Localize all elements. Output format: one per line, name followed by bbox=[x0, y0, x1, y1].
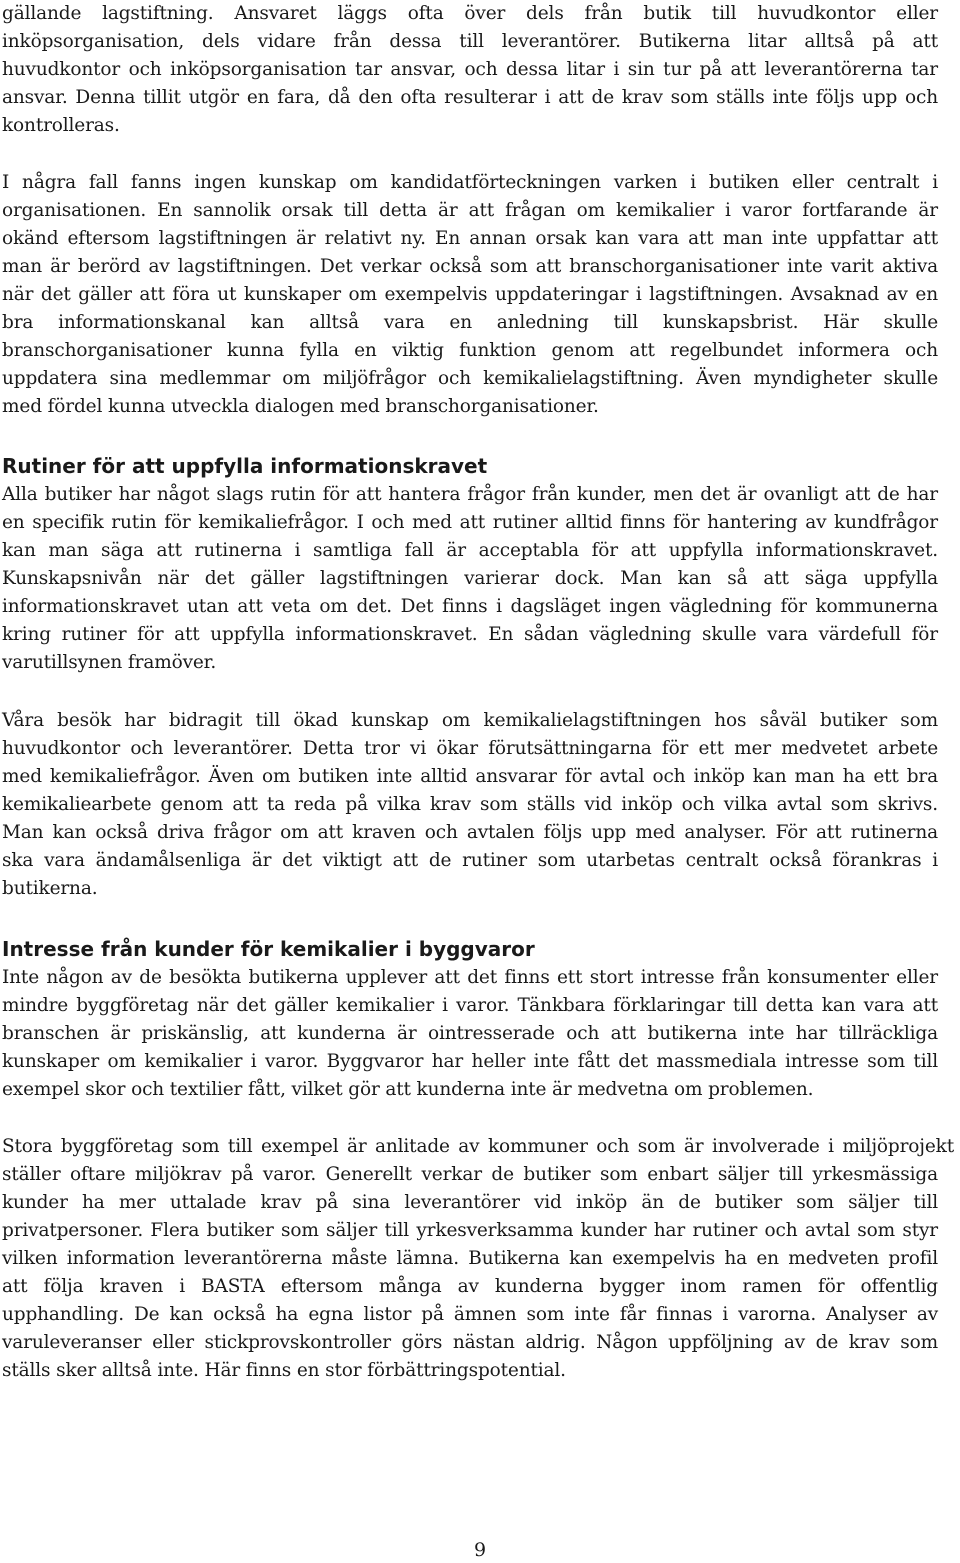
paragraph-3-line-6: kring rutiner för att uppfylla informationskravet. En sådan vägledning skulle vara värdefull för bbox=[2, 624, 938, 645]
paragraph-4-line-1: Våra besök har bidragit till ökad kunskap om kemikalielagstiftningen hos såväl butiker som bbox=[2, 710, 938, 731]
paragraph-2-line-7: branschorganisationer kunna fylla en viktig funktion genom att regelbundet informera och bbox=[2, 340, 938, 361]
paragraph-5-line-4: kunskaper om kemikalier i varor. Byggvaror har heller inte fått det massmediala intresse som till bbox=[2, 1051, 938, 1072]
paragraph-5-line-2: mindre byggföretag när det gäller kemikalier i varor. Tänkbara förklaringar till detta kan vara att bbox=[2, 995, 938, 1016]
paragraph-4-line-4: kemikaliearbete genom att ta reda på vilka krav som ställs vid inköp och vilka avtal som skrivs. bbox=[2, 794, 938, 815]
paragraph-1-line-3: huvudkontor och inköpsorganisation tar ansvar, och dessa litar i sin tur på att leverantörerna tar bbox=[2, 59, 938, 80]
paragraph-2-line-5: när det gäller att föra ut kunskaper om exempelvis uppdateringar i lagstiftningen. Avsaknad av en bbox=[2, 284, 938, 305]
page-number: 9 bbox=[473, 1539, 487, 1561]
paragraph-4-line-5: Man kan också driva frågor om att kraven och avtalen följs upp med analyser. För att rutinerna bbox=[2, 822, 938, 843]
paragraph-2-line-3: okänd eftersom lagstiftningen är relativt ny. En annan orsak kan vara att man inte uppfattar att bbox=[2, 228, 938, 249]
paragraph-2-line-2: organisationen. En sannolik orsak till detta är att frågan om kemikalier i varor fortfarande är bbox=[2, 200, 938, 221]
paragraph-1-line-1: gällande lagstiftning. Ansvaret läggs ofta över dels från butik till huvudkontor eller bbox=[2, 3, 938, 24]
paragraph-3-line-2: en specifik rutin för kemikaliefrågor. I och med att rutiner alltid finns för hantering av kundfrågor bbox=[2, 512, 938, 533]
paragraph-6-line-3: kunder ha mer uttalade krav på sina leverantörer vid inköp än de butiker som säljer till bbox=[2, 1192, 938, 1213]
paragraph-6-line-1: Stora byggföretag som till exempel är anlitade av kommuner och som är involverade i miljöprojekt bbox=[2, 1136, 954, 1157]
paragraph-1-line-4: ansvar. Denna tillit utgör en fara, då den ofta resulterar i att de krav som ställs inte följs upp och bbox=[2, 87, 938, 108]
paragraph-1-line-2: inköpsorganisation, dels vidare från dessa till leverantörer. Butikerna litar alltså på att bbox=[2, 31, 938, 52]
paragraph-5-line-3: branschen är priskänslig, att kunderna är ointresserade och att butikerna inte har tillräckliga bbox=[2, 1023, 938, 1044]
paragraph-6-line-4: privatpersoner. Flera butiker som säljer till yrkesverksamma kunder har rutiner och avtal som styr bbox=[2, 1220, 938, 1241]
paragraph-5-line-5: exempel skor och textilier fått, vilket gör att kunderna inte är medvetna om problemen. bbox=[2, 1079, 814, 1100]
paragraph-2-line-8: uppdatera sina medlemmar om miljöfrågor och kemikalielagstiftning. Även myndigheter skulle bbox=[2, 368, 938, 389]
section-heading-rutiner: Rutiner för att uppfylla informationskravet bbox=[2, 454, 488, 478]
paragraph-3-line-3: kan man säga att rutinerna i samtliga fall är acceptabla för att uppfylla informationskravet. bbox=[2, 540, 938, 561]
paragraph-3-line-5: informationskravet utan att veta om det. Det finns i dagsläget ingen vägledning för kommunerna bbox=[2, 596, 938, 617]
paragraph-6-line-8: varuleveranser eller stickprovskontroller görs nästan aldrig. Någon uppföljning av de krav som bbox=[2, 1332, 938, 1353]
paragraph-5-line-1: Inte någon av de besökta butikerna upplever att det finns ett stort intresse från konsumenter eller bbox=[2, 967, 938, 988]
paragraph-4-line-2: huvudkontor och leverantörer. Detta tror vi ökar förutsättningarna för ett mer medvetet arbete bbox=[2, 738, 938, 759]
paragraph-4-line-7: butikerna. bbox=[2, 878, 98, 899]
paragraph-3-line-1: Alla butiker har något slags rutin för att hantera frågor från kunder, men det är ovanligt att de har bbox=[2, 484, 938, 505]
paragraph-2-line-9: med fördel kunna utveckla dialogen med branschorganisationer. bbox=[2, 396, 599, 417]
paragraph-2-line-6: bra informationskanal kan alltså vara en anledning till kunskapsbrist. Här skulle bbox=[2, 312, 938, 333]
paragraph-1-line-5: kontrolleras. bbox=[2, 115, 120, 136]
paragraph-4-line-3: med kemikaliefrågor. Även om butiken inte alltid ansvarar för avtal och inköp kan man ha ett bra bbox=[2, 766, 938, 787]
paragraph-6-line-5: vilken information leverantörerna måste lämna. Butikerna kan exempelvis ha en medveten profil bbox=[2, 1248, 938, 1269]
paragraph-2-line-1: I några fall fanns ingen kunskap om kandidatförteckningen varken i butiken eller centralt i bbox=[2, 172, 938, 193]
section-heading-intresse: Intresse från kunder för kemikalier i byggvaror bbox=[2, 937, 535, 961]
paragraph-6-line-9: ställs sker alltså inte. Här finns en stor förbättringspotential. bbox=[2, 1360, 566, 1381]
paragraph-6-line-7: upphandling. De kan också ha egna listor på ämnen som inte får finnas i varorna. Analyser av bbox=[2, 1304, 938, 1325]
paragraph-6-line-6: att följa kraven i BASTA eftersom många av kunderna bygger inom ramen för offentlig bbox=[2, 1276, 938, 1297]
paragraph-3-line-7: varutillsynen framöver. bbox=[2, 652, 217, 673]
paragraph-4-line-6: ska vara ändamålsenliga är det viktigt att de rutiner som utarbetas centralt också förankras i bbox=[2, 850, 938, 871]
paragraph-3-line-4: Kunskapsnivån när det gäller lagstiftningen varierar dock. Man kan så att säga uppfylla bbox=[2, 568, 938, 589]
paragraph-2-line-4: man är berörd av lagstiftningen. Det verkar också som att branschorganisationer inte varit aktiva bbox=[2, 256, 938, 277]
paragraph-6-line-2: ställer oftare miljökrav på varor. Generellt verkar de butiker som enbart säljer till yrkesmässiga bbox=[2, 1164, 938, 1185]
